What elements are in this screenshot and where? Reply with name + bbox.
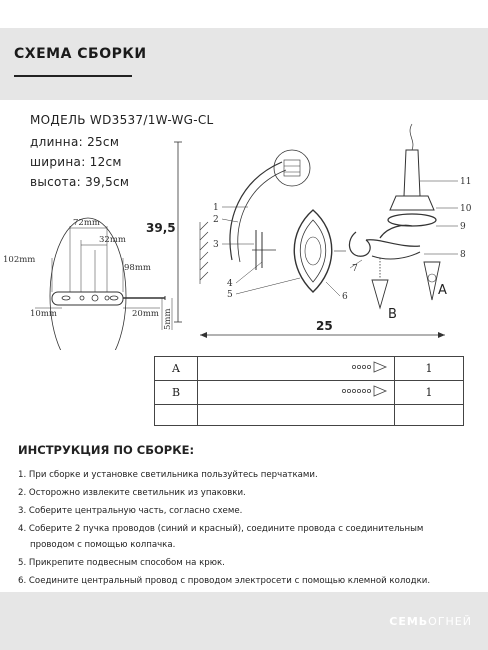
part-illustration [198, 357, 395, 381]
model-label: МОДЕЛЬ WD3537/1W-WG-CL [30, 113, 214, 127]
instruction-step: 4. Соберите 2 пучка проводов (синий и красный), соедините провода с соединительным [18, 524, 424, 534]
length-dimension: 25 [316, 319, 333, 333]
part-illustration [198, 405, 395, 426]
brand-logo [389, 615, 472, 628]
dim-32mm: 32mm [99, 235, 126, 245]
dim-98mm: 98mm [124, 263, 151, 273]
instruction-step: 2. Осторожно извлеките светильник из упаковки. [18, 488, 246, 498]
instruction-list [18, 470, 430, 594]
instruction-step: 6. Соедините центральный провод с проводом электросети с помощью клемной колодки. [18, 576, 431, 586]
wall-hatch [200, 222, 208, 284]
exploded-wall-mount [230, 150, 346, 292]
part-id [155, 405, 198, 426]
callout-2: 2 [213, 215, 219, 225]
table-row [155, 381, 464, 405]
dim-72mm: 72mm [73, 218, 100, 228]
instruction-step: 5. Прикрепите подвесным способом на крюк. [18, 558, 225, 568]
callout-5: 5 [227, 290, 233, 300]
callout-11: 11 [460, 177, 472, 187]
callout-10: 10 [460, 204, 472, 214]
part-id: A [155, 357, 198, 381]
callout-1: 1 [213, 203, 219, 213]
crystal-chain-b [198, 381, 394, 401]
callout-4: 4 [227, 279, 233, 289]
length-spec: длинна: 25см [30, 135, 120, 149]
page-title: СХЕМА СБОРКИ [14, 46, 147, 62]
dim-5mm: 5mm [163, 308, 173, 330]
part-illustration [198, 381, 395, 405]
crystal-chain-a [198, 357, 394, 377]
assembled-sconce [349, 124, 458, 308]
instruction-step: 3. Соберите центральную часть, согласно схеме. [18, 506, 243, 516]
callout-9: 9 [460, 222, 466, 232]
height-dimension: 39,5 [146, 221, 176, 235]
part-qty: 1 [395, 381, 464, 405]
part-id: B [155, 381, 198, 405]
callout-3: 3 [213, 240, 219, 250]
dim-102mm: 102mm [3, 255, 36, 265]
brand-bold: СЕМЬ [389, 615, 429, 628]
width-spec: ширина: 12см [30, 155, 122, 169]
callout-6: 6 [342, 292, 348, 302]
table-row [155, 405, 464, 426]
dim-20mm: 20mm [132, 309, 159, 319]
instruction-step-continued: проводом с помощью колпачка. [30, 540, 176, 550]
part-qty: 1 [395, 357, 464, 381]
part-qty [395, 405, 464, 426]
brand-rest: ОГНЕЙ [428, 615, 472, 628]
instructions-title: ИНСТРУКЦИЯ ПО СБОРКЕ: [18, 443, 195, 457]
callout-8: 8 [460, 250, 466, 260]
table-row [155, 357, 464, 381]
label-a: A [438, 283, 447, 298]
callout-7: 7 [352, 264, 358, 274]
parts-table [154, 356, 464, 426]
dim-10mm: 10mm [30, 309, 57, 319]
label-b: B [388, 307, 397, 322]
instruction-step: 1. При сборке и установке светильника пользуйтесь перчатками. [18, 470, 318, 480]
height-spec: высота: 39,5см [30, 175, 130, 189]
